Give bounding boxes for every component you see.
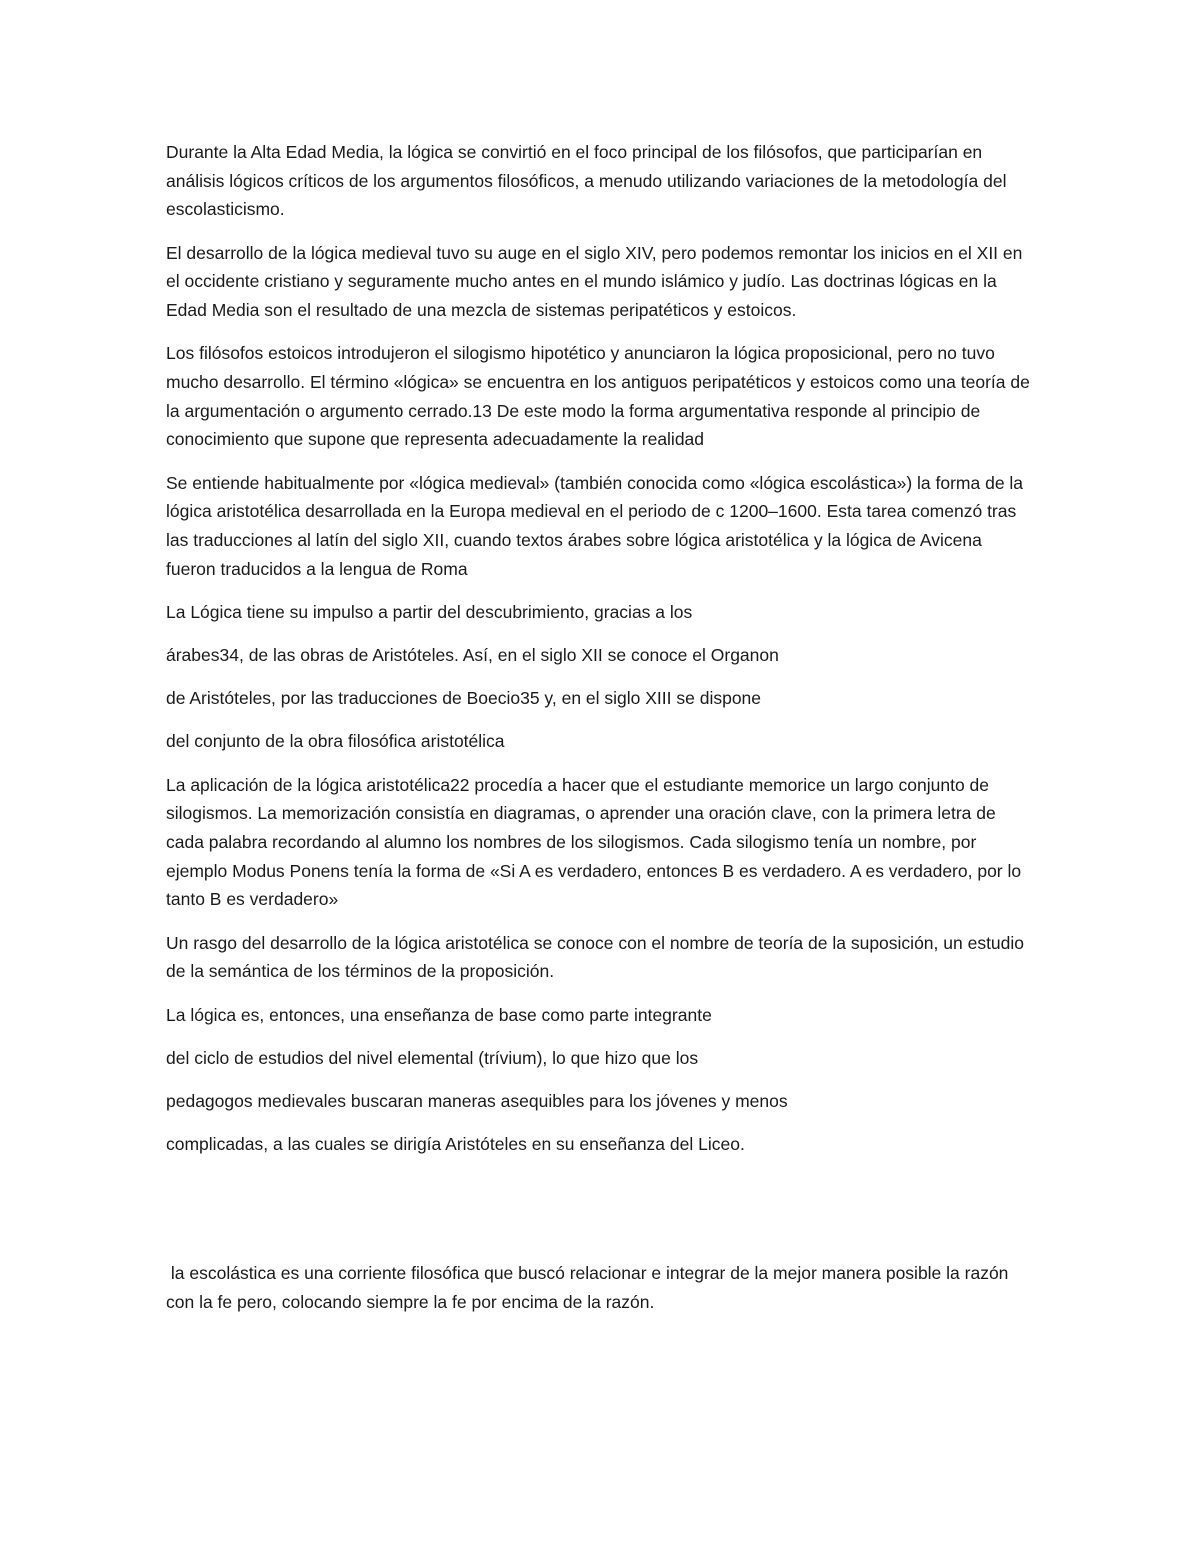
paragraph-liceo: complicadas, a las cuales se dirigía Aristóteles en su enseñanza del Liceo. [166, 1134, 745, 1155]
paragraph-boecio: de Aristóteles, por las traducciones de Boecio35 y, en el siglo XIII se dispone [166, 688, 762, 709]
paragraph-arabes-organon: árabes34, de las obras de Aristóteles. Así, en el siglo XII se conoce el Organon [166, 645, 779, 666]
paragraph-ensenanza-base: La lógica es, entonces, una enseñanza de base como parte integrante [166, 1004, 712, 1025]
paragraph-pedagogos: pedagogos medievales buscaran maneras asequibles para los jóvenes y menos [166, 1090, 788, 1111]
document-body [166, 138, 1036, 1331]
paragraph-silogismos: La aplicación de la lógica aristotélica22 procedía a hacer que el estudiante memorice un largo conjunto de silogismos. La memorización consistía en diagramas, o aprender una oración clave, con la primera letra de cada palabra recordando al alumno los nombres de los silogismos. Cada silogismo tenía un nombre, por ejemplo Modus Ponens tenía la forma de «Si A es verdadero, entonces B es verdadero. A es verdadero, por lo tanto B es verdadero» [166, 774, 1026, 910]
paragraph-teoria-suposicion: Un rasgo del desarrollo de la lógica aristotélica se conoce con el nombre de teoría de la suposición, un estudio de la semántica de los términos de la proposición. [166, 932, 1029, 982]
paragraph-trivium: del ciclo de estudios del nivel elemental (trívium), lo que hizo que los [166, 1047, 699, 1068]
paragraph-filosofos-estoicos: Los filósofos estoicos introdujeron el silogismo hipotético y anunciaron la lógica proposicional, pero no tuvo mucho desarrollo. El término «lógica» se encuentra en los antiguos peripatéticos y estoicos como una teoría de la argumentación o argumento cerrado.13 De este modo la forma argumentativa responde al principio de conocimiento que supone que representa adecuadamente la realidad [166, 343, 1035, 450]
paragraph-logica-medieval-definicion: Se entiende habitualmente por «lógica medieval» (también conocida como «lógica escolástica») la forma de la lógica aristotélica desarrollada en la Europa medieval en el periodo de c 1200–1600. Esta tarea comenzó tras las traducciones al latín del siglo XII, cuando textos árabes sobre lógica aristotélica y la lógica de Avicena fueron traducidos a la lengua de Roma [166, 472, 1028, 579]
blank-space [166, 1173, 1036, 1259]
paragraph-escolastica: la escolástica es una corriente filosófica que buscó relacionar e integrar de la mejor manera posible la razón con la fe pero, colocando siempre la fe por encima de la razón. [166, 1263, 1014, 1313]
paragraph-impulso-logica: La Lógica tiene su impulso a partir del descubrimiento, gracias a los [166, 601, 693, 622]
paragraph-desarrollo-logica-medieval: El desarrollo de la lógica medieval tuvo su auge en el siglo XIV, pero podemos remontar los inicios en el XII en el occidente cristiano y seguramente mucho antes en el mundo islámico y judío. Las doctrinas lógicas en la Edad Media son el resultado de una mezcla de sistemas peripatéticos y estoicos. [166, 242, 1028, 321]
paragraph-alta-edad-media: Durante la Alta Edad Media, la lógica se convirtió en el foco principal de los filósofos, que participarían en análisis lógicos críticos de los argumentos filosóficos, a menudo utilizando variaciones de la metodología del escolasticismo. [166, 142, 1012, 220]
paragraph-obra-aristotelica: del conjunto de la obra filosófica aristotélica [166, 731, 505, 752]
